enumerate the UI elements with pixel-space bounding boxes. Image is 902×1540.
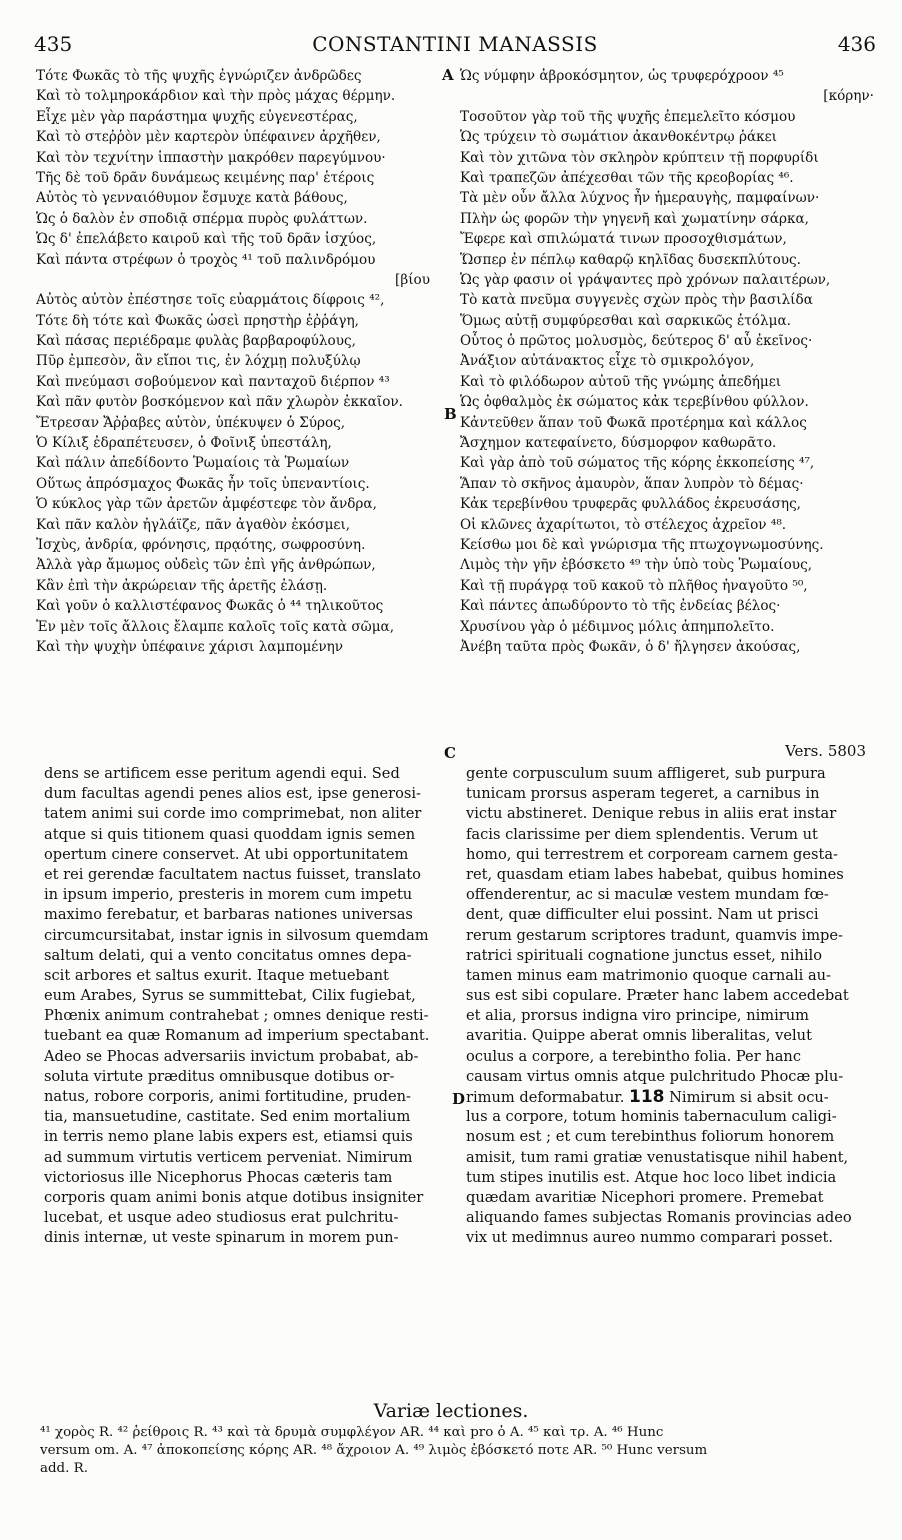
prose-line: tum stipes inutilis est. Atque hoc loco libet indicia	[466, 1168, 837, 1186]
prose-line: vix ut medimnus aureo nummo comparari posset.	[466, 1229, 834, 1247]
prose-line: circumcursitabat, instar ignis in silvosum quemdam	[44, 926, 429, 944]
verse-line: Λιμὸς τὴν γῆν ἐβόσκετο ⁴⁹ τὴν ὑπὸ τοὺς Ῥωμαίους,	[460, 557, 813, 574]
verse-line: Καὶ πᾶν καλὸν ἠγλάϊζε, πᾶν ἀγαθὸν ἐκόσμει,	[36, 516, 351, 533]
verse-line: Καὶ πᾶν φυτὸν βοσκόμενον καὶ πᾶν χλωρὸν ἐκκαῖον.	[36, 394, 403, 411]
verse-line: Καὶ πάντα στρέφων ὁ τροχὸς ⁴¹ τοῦ παλινδρόμου	[36, 251, 376, 268]
prose-line: et alia, prorsus indigna viro principe, nimirum	[466, 1007, 809, 1025]
prose-line: rimum deformabatur. 118 Nimirum si absit ocu-	[466, 1087, 829, 1107]
verse-line: Πλὴν ὡς φορῶν τὴν γηγενῆ καὶ χωματίνην σάρκα,	[460, 210, 809, 227]
verse-line: Καὶ τῇ πυράγρᾳ τοῦ κακοῦ τὸ πλῆθος ἠναγοῦτο ⁵⁰,	[460, 577, 808, 594]
prose-line: saltum delati, qui a vento concitatus omnes depa-	[44, 946, 412, 964]
verse-line: Τῆς δὲ τοῦ δρᾶν δυνάμεως κειμένης παρ' ἑτέροις	[36, 169, 375, 186]
section-marker-c: C	[444, 744, 456, 762]
verse-line: Καὶ γοῦν ὁ καλλιστέφανος Φωκᾶς ὁ ⁴⁴ τηλικοῦτος	[36, 598, 384, 615]
prose-line: offenderentur, ac si maculæ vestem mundam fœ-	[466, 886, 829, 904]
prose-line: victoriosus ille Nicephorus Phocas cæteris tam	[44, 1168, 393, 1186]
prose-line: tia, mansuetudine, castitate. Sed enim mortalium	[44, 1108, 411, 1126]
prose-line: oculus a corpore, a terebintho folia. Per hanc	[466, 1047, 801, 1065]
column-number: 118	[629, 1087, 665, 1107]
prose-line: eum Arabes, Syrus se summittebat, Cilix fugiebat,	[44, 987, 416, 1005]
prose-line: Phœnix animum contrahebat ; omnes denique resti-	[44, 1007, 429, 1025]
page-number-left: 435	[34, 32, 73, 56]
prose-line: avaritia. Quippe aberat omnis liberalitas, velut	[466, 1027, 812, 1045]
prose-line: in ipsum imperio, presteris in morem cum impetu	[44, 886, 413, 904]
section-marker-b: B	[444, 405, 457, 423]
verse-line: Τοσοῦτον γὰρ τοῦ τῆς ψυχῆς ἐπεμελεῖτο κόσμου	[460, 108, 796, 125]
verse-line: Ἄσχημον κατεφαίνετο, δύσμορφον καθωρᾶτο.	[460, 435, 777, 452]
prose-line: rerum gestarum scriptores tradunt, quamvis impe-	[466, 926, 843, 944]
verse-line: Ἀνάξιον αὐτάνακτος εἶχε τὸ σμικρολόγον,	[460, 353, 755, 370]
verse-line: Ὡς γὰρ φασιν οἱ γράψαντες πρὸ χρόνων παλαιτέρων,	[460, 271, 831, 288]
verse-line: Ὁ κύκλος γὰρ τῶν ἀρετῶν ἀμφέστεφε τὸν ἄνδρα,	[36, 496, 377, 513]
prose-line: atque si quis titionem quasi quoddam ignis semen	[44, 825, 416, 843]
verse-line: Ὡς δ' ἐπελάβετο καιροῦ καὶ τῆς τοῦ δρᾶν ἰσχύος,	[36, 231, 377, 248]
verse-line: Καὶ τὸν χιτῶνα τὸν σκληρὸν κρύπτειν τῇ πορφυρίδι	[460, 149, 819, 166]
prose-line: in terris nemo plane labis expers est, etiamsi quis	[44, 1128, 413, 1146]
latin-translation-left-column	[44, 764, 446, 1249]
verse-line: Καὶ τὸ φιλόδωρον αὐτοῦ τῆς γνώμης ἀπεδήμει	[460, 373, 782, 390]
prose-line: sus est sibi copulare. Præter hanc labem accedebat	[466, 987, 849, 1005]
prose-line: dens se artificem esse peritum agendi equi. Sed	[44, 765, 400, 782]
verse-line: Αὐτὸς αὐτὸν ἐπέστησε τοῖς εὐαρμάτοις δίφροις ⁴²,	[36, 292, 385, 309]
prose-line: gente corpusculum suum affligeret, sub purpura	[466, 765, 826, 782]
prose-fragment: Nimirum si absit ocu-	[664, 1089, 829, 1106]
verse-line: Καὶ τὸν τεχνίτην ἱππαστὴν μακρόθεν παρεγύμνου·	[36, 149, 386, 166]
verse-line: Καὶ τὴν ψυχὴν ὑπέφαινε χάρισι λαμπομένην	[36, 638, 343, 655]
prose-line: ret, quasdam etiam labes habebat, quibus homines	[466, 865, 844, 883]
prose-line: et rei gerendæ facultatem nactus fuisset, translato	[44, 865, 421, 883]
verse-line: Ὡς ὁ δαλὸν ἐν σποδιᾷ σπέρμα πυρὸς φυλάττων.	[36, 210, 368, 227]
verse-line: Καὶ πνεύμασι σοβούμενον καὶ πανταχοῦ διέρπον ⁴³	[36, 373, 390, 390]
prose-line: ad summum virtutis verticem perveniat. Nimirum	[44, 1148, 413, 1166]
verse-line: Ἰσχὺς, ἀνδρία, φρόνησις, πρᾳότης, σωφροσύνη.	[36, 536, 366, 553]
prose-line: scit arbores et saltus exurit. Itaque metuebant	[44, 966, 389, 984]
section-marker-d: D	[452, 1090, 466, 1108]
prose-line: corporis quam animi bonis atque dotibus insigniter	[44, 1188, 424, 1206]
note-line: add. R.	[40, 1461, 88, 1476]
verse-line: Ἅπαν τὸ σκῆνος ἀμαυρὸν, ἅπαν λυπρὸν τὸ δέμας·	[460, 475, 804, 492]
verse-line: [κόρην·	[823, 88, 874, 105]
note-line: ⁴¹ χορὸς R. ⁴² ῥείθροις R. ⁴³ καὶ τὰ δρυμὰ συμφλέγον AR. ⁴⁴ καὶ pro ὁ A. ⁴⁵ καὶ τρ. A. ⁴⁶ Hunc	[40, 1425, 664, 1440]
page-header	[34, 32, 876, 62]
verse-line: Κἀκ τερεβίνθου τρυφερᾶς φυλλάδος ἐκρευσάσης,	[460, 496, 801, 513]
verse-line: Οὕτως ἀπρόσμαχος Φωκᾶς ἦν τοῖς ὑπεναντίοις.	[36, 475, 370, 492]
prose-line: tatem animi sui corde imo comprimebat, non aliter	[44, 805, 422, 823]
verse-line: Κἂν ἐπὶ τὴν ἀκρώρειαν τῆς ἀρετῆς ἐλάσῃ.	[36, 577, 328, 594]
verse-line: Καὶ τὸ στεῤῥὸν μὲν καρτερὸν ὑπέφαινεν ἀρχῆθεν,	[36, 129, 381, 146]
verse-line: Ἔτρεσαν Ἄῤῥαβες αὐτὸν, ὑπέκυψεν ὁ Σύρος,	[36, 414, 346, 431]
verse-line: Τὸ κατὰ πνεῦμα συγγενὲς σχὼν πρὸς τὴν βασιλίδα	[460, 292, 813, 309]
page-number-right: 436	[837, 32, 876, 56]
prose-line: dinis internæ, ut veste spinarum in morem pun-	[44, 1229, 399, 1247]
verse-line: Ἀνέβη ταῦτα πρὸς Φωκᾶν, ὁ δ' ἤλγησεν ἀκούσας,	[460, 638, 801, 655]
prose-line: natus, robore corporis, animi fortitudine, pruden-	[44, 1088, 411, 1105]
verse-line: Ὥσπερ ἐν πέπλῳ καθαρῷ κηλῖδας δυσεκπλύτους.	[460, 251, 801, 268]
verse-line: Καὶ τὸ τολμηροκάρδιον καὶ τὴν πρὸς μάχας θέρμην.	[36, 88, 396, 105]
verse-line: Κἀντεῦθεν ἅπαν τοῦ Φωκᾶ προτέρημα καὶ κάλλος	[460, 414, 807, 431]
verse-line: Εἶχε μὲν γὰρ παράστημα ψυχῆς εὐγενεστέρας,	[36, 108, 358, 125]
verse-line: Ἐν μὲν τοῖς ἄλλοις ἔλαμπε καλοῖς τοῖς κατὰ σῶμα,	[36, 618, 395, 635]
verse-line: Καὶ πάντες ἀπωδύροντο τὸ τῆς ἐνδείας βέλος·	[460, 598, 781, 615]
verse-line: Τότε Φωκᾶς τὸ τῆς ψυχῆς ἐγνώριζεν ἀνδρῶδες	[36, 68, 362, 84]
prose-line: opertum cinere conservet. At ubi opportunitatem	[44, 845, 409, 863]
prose-line: Adeo se Phocas adversariis invictum probabat, ab-	[44, 1047, 419, 1065]
prose-line: tuebant ea quæ Romanum ad imperium spectabant.	[44, 1027, 430, 1045]
prose-line: soluta virtute præditus omnibusque dotibus or-	[44, 1067, 395, 1085]
greek-text-right-column	[460, 66, 880, 657]
latin-translation-right-column	[466, 764, 880, 1249]
prose-line: lucebat, et usque adeo studiosus erat pulchritu-	[44, 1209, 399, 1227]
prose-line: quædam avaritiæ Nicephori promere. Premebat	[466, 1188, 824, 1206]
verse-line: Ὡς ὀφθαλμὸς ἐκ σώματος κἀκ τερεβίνθου φύλλον.	[460, 394, 809, 411]
prose-line: dum facultas agendi penes alios est, ipse generosi-	[44, 785, 421, 803]
prose-line: victu abstineret. Denique rebus in aliis erat instar	[466, 805, 837, 823]
verse-line: Ἀλλὰ γὰρ ἄμωμος οὐδεὶς τῶν ἐπὶ γῆς ἀνθρώπων,	[36, 557, 376, 574]
verse-line: Ἔφερε καὶ σπιλώματά τινων προσοχθισμάτων,	[460, 231, 787, 248]
prose-line: ratrici spirituali cognatione junctus esset, nihilo	[466, 946, 823, 964]
verse-line: Τότε δὴ τότε καὶ Φωκᾶς ὡσεὶ πρηστὴρ ἐῤῥάγη,	[36, 312, 359, 329]
verse-line: Ὁ Κίλιξ ἐδραπέτευσεν, ὁ Φοῖνιξ ὑπεστάλη,	[36, 435, 332, 452]
verse-line: Οἱ κλῶνες ἀχαρίτωτοι, τὸ στέλεχος ἀχρεῖον ⁴⁸.	[460, 516, 787, 533]
prose-line: aliquando fames subjectas Romanis provincias adeo	[466, 1209, 852, 1227]
prose-line: homo, qui terrestrem et corpoream carnem gesta-	[466, 845, 838, 863]
prose-line: causam virtus omnis atque pulchritudo Phocæ plu-	[466, 1067, 844, 1085]
verse-line: Καὶ πάσας περιέδραμε φυλὰς βαρβαροφύλους,	[36, 333, 356, 350]
greek-text-left-column	[36, 66, 436, 657]
variant-readings-notes	[40, 1424, 880, 1478]
prose-line: dent, quæ difficulter elui possint. Nam ut prisci	[466, 906, 819, 924]
verse-line: Τὰ μὲν οὖν ἄλλα λύχνος ἦν ἡμεραυγὴς, παμφαίνων·	[460, 190, 820, 207]
verse-line: [βίου	[395, 271, 430, 288]
verse-line: Πῦρ ἐμπεσὸν, ἂν εἴποι τις, ἐν λόχμῃ πολυξύλῳ	[36, 353, 361, 370]
verse-line: Ὅμως αὐτῇ συμφύρεσθαι καὶ σαρκικῶς ἐτόλμα.	[460, 312, 791, 329]
section-marker-a: A	[442, 66, 454, 84]
verse-line: Χρυσίνου γὰρ ὁ μέδιμνος μόλις ἀπημπολεῖτο.	[460, 618, 775, 635]
verse-line: Κείσθω μοι δὲ καὶ γνώρισμα τῆς πτωχογνωμοσύνης.	[460, 536, 824, 553]
verse-line: Καὶ πάλιν ἀπεδίδοντο Ῥωμαίοις τὰ Ῥωμαίων	[36, 455, 350, 472]
variae-lectiones-heading: Variæ lectiones.	[373, 1400, 529, 1422]
prose-line: tunicam prorsus asperam tegeret, a carnibus in	[466, 785, 820, 803]
verse-line: Ὡς τρύχειν τὸ σωμάτιον ἀκανθοκέντρῳ ῥάκει	[460, 129, 778, 146]
prose-line: maximo ferebatur, et barbaras nationes universas	[44, 906, 413, 924]
verse-line: Οὗτος ὁ πρῶτος μολυσμὸς, δεύτερος δ' αὖ ἐκεῖνος·	[460, 333, 813, 350]
prose-line: nosum est ; et cum terebinthus foliorum honorem	[466, 1128, 835, 1146]
note-line: versum om. A. ⁴⁷ ἀποκοπείσης κόρης AR. ⁴⁸ ἄχροιον A. ⁴⁹ λιμὸς ἐβόσκετό ποτε AR. ⁵⁰ Hunc versum	[40, 1443, 708, 1458]
verse-line: Αὐτὸς τὸ γενναιόθυμον ἔσμυχε κατὰ βάθους,	[36, 190, 348, 207]
prose-line: tamen minus eam matrimonio quoque carnali au-	[466, 966, 831, 984]
verse-line: Ὡς νύμφην ἀβροκόσμητον, ὡς τρυφερόχροον ⁴⁵	[460, 68, 784, 84]
verse-line: Καὶ τραπεζῶν ἀπέχεσθαι τῶν τῆς κρεοβορίας ⁴⁶.	[460, 169, 794, 186]
prose-line: amisit, tum rami gratiæ venustatisque nihil habent,	[466, 1148, 849, 1166]
verse-number: Vers. 5803	[785, 742, 866, 760]
prose-line: facis clarissime per diem splendentis. Verum ut	[466, 825, 818, 843]
running-title: CONSTANTINI MANASSIS	[312, 32, 598, 56]
verse-line: Καὶ γὰρ ἀπὸ τοῦ σώματος τῆς κόρης ἐκκοπείσης ⁴⁷,	[460, 455, 815, 472]
prose-line: lus a corpore, totum hominis tabernaculum caligi-	[466, 1108, 837, 1126]
